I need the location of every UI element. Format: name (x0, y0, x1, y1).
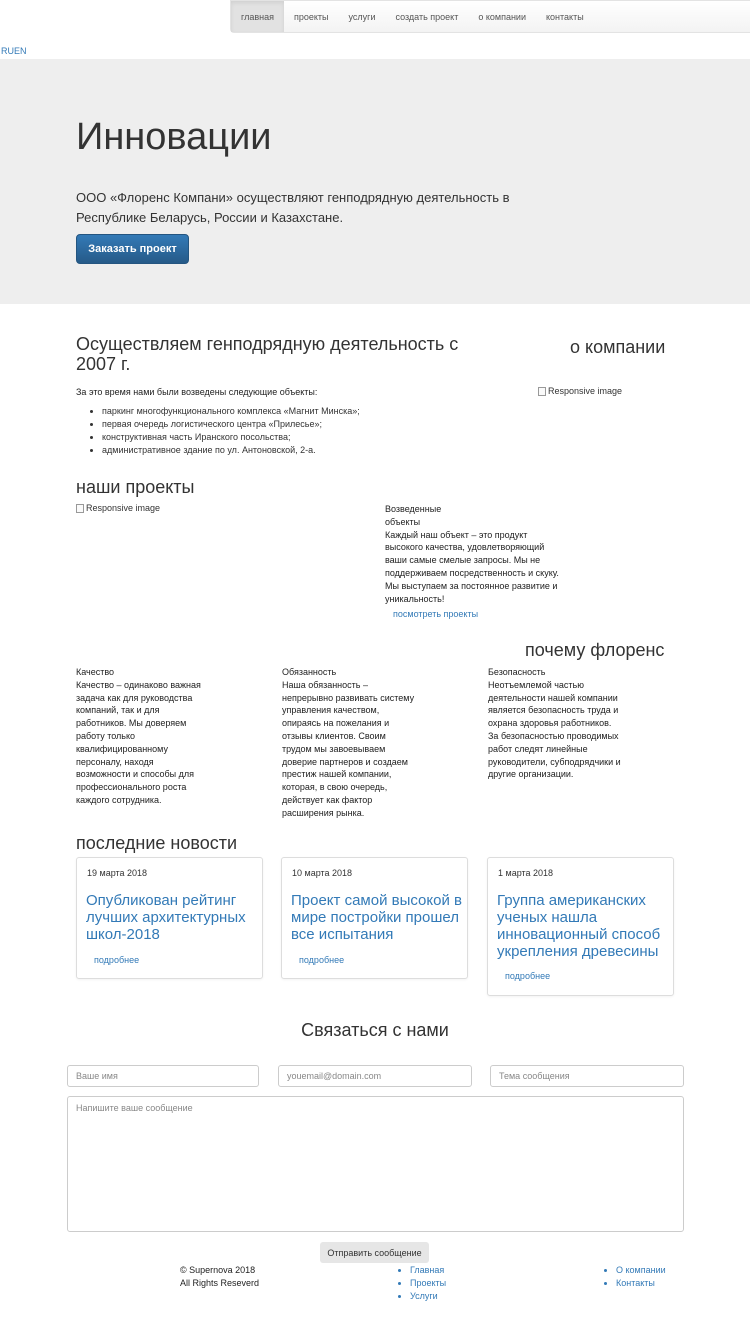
news-more-link[interactable]: подробнее (299, 955, 345, 965)
why-column-safety (488, 666, 623, 781)
nav-item-create-project[interactable]: создать проект (395, 12, 459, 22)
footer-link-about[interactable]: О компании (616, 1265, 666, 1275)
news-date: 1 марта 2018 (498, 868, 554, 878)
footer-link-home[interactable]: Главная (410, 1265, 445, 1275)
news-card (487, 857, 674, 996)
news-card (281, 857, 468, 979)
projects-heading: наши проекты (76, 477, 195, 497)
footer-link-item (410, 1290, 446, 1303)
copyright-text: © Supernova 2018 (180, 1265, 256, 1275)
contact-heading: Связаться с нами (301, 1020, 449, 1040)
news-card (76, 857, 263, 979)
projects-image (76, 503, 160, 513)
why-column-title: Обязанность (282, 667, 337, 677)
about-objects-list (76, 405, 360, 457)
footer-link-contacts[interactable]: Контакты (616, 1278, 655, 1288)
broken-image-icon (76, 504, 84, 513)
footer-link-item (410, 1277, 446, 1290)
list-item: • административное здание по ул. Антоновской, 2-а. (102, 444, 360, 457)
nav-item-contacts[interactable]: контакты (546, 12, 584, 22)
news-title-link[interactable]: Опубликован рейтинг лучших архитектурных школ-2018 (86, 892, 246, 943)
news-title-link[interactable]: Группа американских ученых нашла инновационный способ укрепления древесины (497, 892, 661, 960)
why-heading: почему флоренс (525, 640, 665, 660)
about-image (538, 386, 622, 396)
why-column-quality (76, 666, 206, 807)
why-column-text: Неотъемлемой частью деятельности нашей компании является безопасность труда и охрана здоровья работников. За безопасностью проводимых работ следят линейные руководители, субподрядчики и другие организации. (488, 679, 621, 780)
about-heading: Осуществляем генподрядную деятельность с 2007 г. (76, 334, 459, 374)
news-heading: последние новости (76, 833, 238, 853)
why-column-title: Безопасность (488, 667, 546, 677)
broken-image-icon (538, 387, 546, 396)
footer-links-secondary (604, 1264, 666, 1290)
footer-copyright (180, 1264, 259, 1289)
why-column-text: Качество – одинаково важная задача как для руководства компаний, так и для работников. Мы доверяем работу только квалифицированному персоналу, находя возможности и способы для профессионального роста каждого сотрудника. (76, 679, 201, 805)
hero-text: ООО «Флоренс Компани» осуществляют генподрядную деятельность в Республике Беларусь, России и Казахстане. (76, 190, 510, 225)
list-item: • первая очередь логистического центра «Прилесье»; (102, 418, 360, 431)
projects-title-line2: объекты (385, 516, 421, 527)
news-title-link[interactable]: Проект самой высокой в мире постройки прошел все испытания (291, 892, 462, 943)
nav-item-projects[interactable]: проекты (293, 12, 329, 22)
message-textarea[interactable] (67, 1096, 684, 1232)
footer-link-item (410, 1264, 446, 1277)
nav-item-home[interactable]: главная (231, 1, 284, 32)
projects-title-line1: Возведенные (385, 504, 442, 514)
email-input[interactable] (278, 1065, 472, 1087)
list-item: • конструктивная часть Иранского посольства; (102, 431, 360, 444)
subject-input[interactable] (490, 1065, 684, 1087)
why-column-text: Наша обязанность – непрерывно развивать систему управления качеством, опираясь на пожелания и отзывы клиентов. Своим трудом мы завоевываем доверие партнеров и создаем престиж нашей компании, которая, в свою очередь, действует как фактор расширения рынка. (282, 679, 415, 818)
hero-title: Инновации (76, 116, 272, 158)
footer-link-projects[interactable]: Проекты (410, 1278, 447, 1288)
footer-link-item (616, 1264, 666, 1277)
name-input[interactable] (67, 1065, 259, 1087)
top-navbar (230, 0, 750, 33)
view-projects-link[interactable]: посмотреть проекты (393, 609, 479, 619)
nav-item-services[interactable]: услуги (348, 12, 376, 22)
order-project-button[interactable]: Заказать проект (76, 234, 189, 264)
why-column-title: Качество (76, 667, 115, 677)
news-more-link[interactable]: подробнее (94, 955, 140, 965)
about-image-alt: Responsive image (548, 386, 623, 396)
about-side-heading: о компании (570, 337, 666, 357)
nav-item-about[interactable]: о компании (478, 12, 526, 22)
footer-links-primary (398, 1264, 446, 1303)
rights-text: All Rights Reseverd (180, 1277, 260, 1288)
list-item: • паркинг многофункционального комплекса «Магнит Минска»; (102, 405, 360, 418)
language-link[interactable]: RUEN (1, 46, 27, 56)
news-more-link[interactable]: подробнее (505, 971, 551, 981)
projects-description (385, 503, 565, 605)
footer-link-services[interactable]: Услуги (410, 1291, 438, 1301)
news-date: 19 марта 2018 (87, 868, 148, 878)
hero-section (0, 59, 750, 304)
news-date: 10 марта 2018 (292, 868, 353, 878)
projects-text: Каждый наш объект – это продукт высокого качества, удовлетворяющий ваши самые смелые запросы. Мы не поддерживаем посредственность и скуку. Мы выступаем за постоянное развитие и уникальность! (385, 529, 559, 604)
about-intro: За это время нами были возведены следующие объекты: (76, 387, 318, 397)
footer-link-item (616, 1277, 666, 1290)
language-switcher (1, 46, 27, 56)
why-column-duty (282, 666, 417, 820)
projects-image-alt: Responsive image (86, 503, 161, 513)
send-message-button[interactable]: Отправить сообщение (320, 1242, 429, 1263)
